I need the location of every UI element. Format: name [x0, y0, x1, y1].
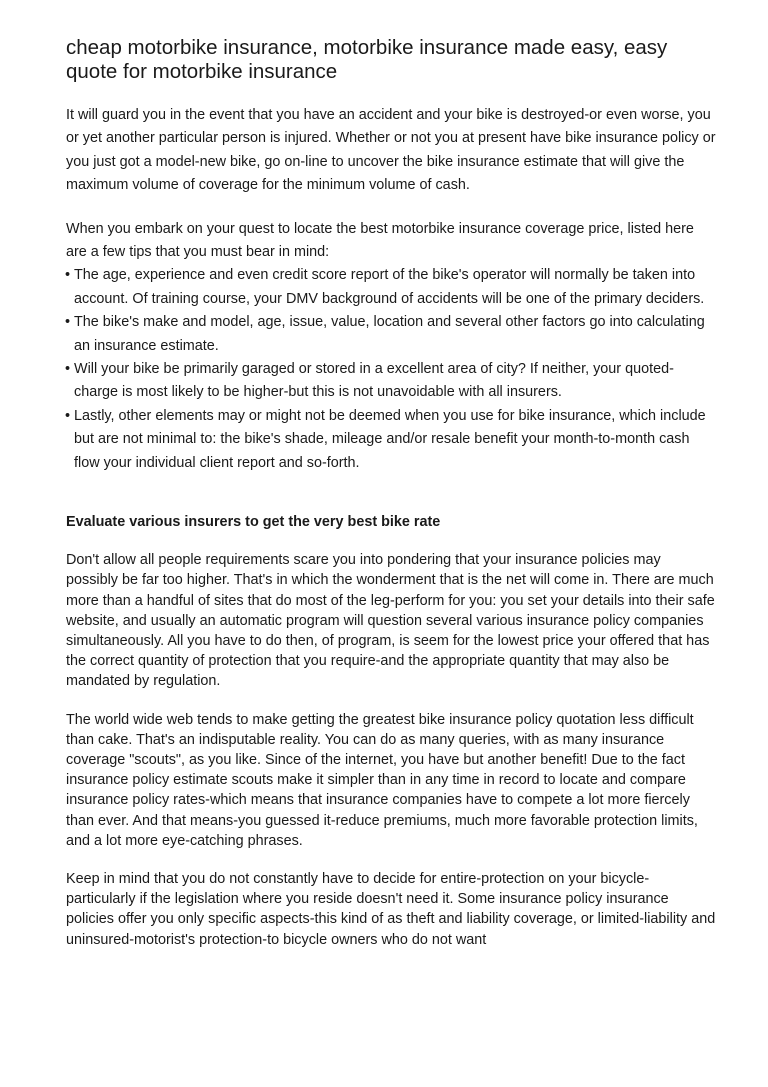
bullet-icon: • [65, 361, 71, 378]
tip-text: Will your bike be primarily garaged or stored in a excellent area of city? If neither, your quoted-charge is most likely to be higher-but this is not unavoidable with all insurers. [74, 361, 674, 401]
section-heading: Evaluate various insurers to get the very best bike rate [66, 514, 441, 531]
tips-list-item [66, 264, 716, 311]
tips-lead-paragraph: When you embark on your quest to locate the best motorbike insurance coverage price, listed here are a few tips that you must bear in mind: [66, 220, 694, 261]
body-paragraph: The world wide web tends to make getting the greatest bike insurance policy quotation less difficult than cake. That's an indisputable reality. You can do as many queries, with as many insurance coverage "scouts", as you like. Since of the internet, you have but another benefit! Due to the fact insurance policy estimate scouts make it simpler than in any time in record to locate and compare insurance policy rates-which means that insurance companies have to compete a lot more fiercely than ever. And that means-you guessed it-reduce premiums, much more favorable protection limits, and a lot more eye-catching phrases. [66, 711, 698, 849]
tips-list-item [66, 405, 716, 475]
body-paragraph: Keep in mind that you do not constantly have to decide for entire-protection on your bicycle-particularly if the legislation where you reside doesn't need it. Some insurance policy insurance policies offer you only specific aspects-this kind of as theft and liability coverage, or limited-liability and uninsured-motorist's protection-to bicycle owners who do not want [66, 870, 716, 948]
bullet-icon: • [65, 267, 71, 284]
body-paragraph: Don't allow all people requirements scare you into pondering that your insurance policies may possibly be far too higher. That's in which the wonderment that is the net will come in. There are much more than a handful of sites that do most of the leg-perform for you: you set your details into their safe website, and usually an automatic program will question several various insurance policy companies simultaneously. All you have to do then, of program, is seem for the lowest price your offered that has the correct quantity of protection that you require-and the appropriate quantity that may also be mandated by regulation. [66, 552, 715, 690]
bullet-icon: • [65, 314, 71, 331]
bullet-icon: • [65, 407, 71, 424]
tips-list-item [66, 358, 716, 405]
intro-paragraph: It will guard you in the event that you have an accident and your bike is destroyed-or even worse, you or yet another particular person is injured. Whether or not you at present have bike insurance policy or you just got a model-new bike, go on-line to uncover the bike insurance estimate that will give the maximum volume of coverage for the minimum volume of cash. [66, 107, 716, 194]
tip-text: The age, experience and even credit score report of the bike's operator will normally be taken into account. Of training course, your DMV background of accidents will be one of the primary deciders. [74, 267, 705, 307]
tip-text: Lastly, other elements may or might not be deemed when you use for bike insurance, which include but are not minimal to: the bike's shade, mileage and/or resale benefit your month-to-month cash flow your individual client report and so-forth. [74, 407, 706, 471]
page-title: cheap motorbike insurance, motorbike insurance made easy, easy quote for motorbike insurance [66, 36, 668, 83]
tips-list [66, 264, 716, 475]
tip-text: The bike's make and model, age, issue, value, location and several other factors go into calculating an insurance estimate. [74, 314, 705, 354]
document-page [66, 36, 716, 968]
tips-list-item [66, 311, 716, 358]
